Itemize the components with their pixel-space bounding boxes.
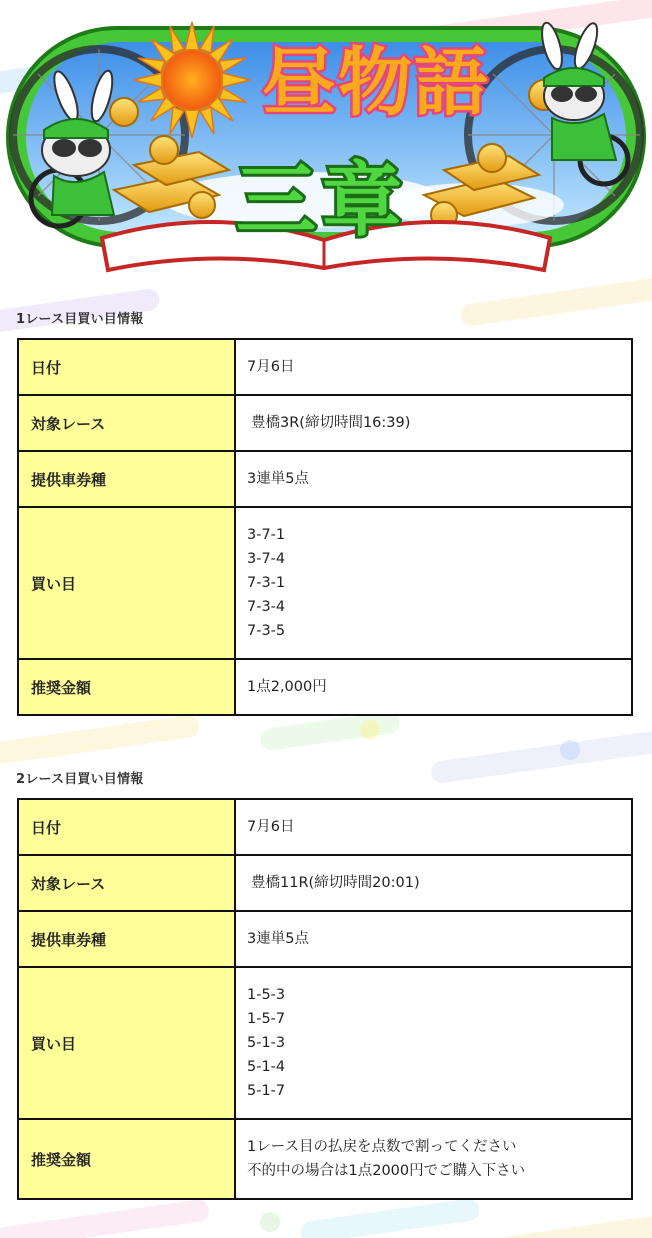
hero-banner	[4, 0, 648, 275]
table-row	[18, 507, 632, 659]
row-value	[235, 855, 632, 911]
table-row	[18, 911, 632, 967]
value-line: 3連単5点	[247, 471, 309, 487]
value-line: 不的中の場合は1点2000円でご購入下さい	[247, 1163, 526, 1179]
value-line: 5-1-3	[247, 1035, 286, 1051]
row-value	[235, 659, 632, 715]
section-1-title: 1レース目買い目情報	[16, 312, 144, 327]
value-line: 5-1-4	[247, 1059, 286, 1075]
table-row	[18, 395, 632, 451]
banner-title-sub: 三章	[236, 154, 408, 247]
row-key: 提供車券種	[18, 451, 235, 507]
row-key: 買い目	[18, 507, 235, 659]
row-key: 日付	[18, 339, 235, 395]
value-line: 1レース目の払戻を点数で割ってください	[247, 1139, 517, 1155]
row-key: 日付	[18, 799, 235, 855]
table-row	[18, 799, 632, 855]
value-line: 5-1-7	[247, 1083, 286, 1099]
row-key: 対象レース	[18, 855, 235, 911]
value-line: 1点2,000円	[247, 679, 327, 695]
section-2-title: 2レース目買い目情報	[16, 772, 144, 787]
value-line: 7-3-1	[247, 575, 286, 591]
race-1-table	[17, 338, 633, 716]
row-key: 提供車券種	[18, 911, 235, 967]
table-row	[18, 1119, 632, 1199]
row-value	[235, 339, 632, 395]
value-line: 豊橋3R(締切時間16:39)	[251, 415, 411, 431]
value-line: 3連単5点	[247, 931, 309, 947]
row-value	[235, 967, 632, 1119]
value-line: 1-5-7	[247, 1011, 286, 1027]
table-row	[18, 659, 632, 715]
value-line: 3-7-1	[247, 527, 286, 543]
value-line: 7月6日	[247, 819, 295, 835]
row-value	[235, 799, 632, 855]
value-line: 豊橋11R(締切時間20:01)	[251, 875, 420, 891]
row-key: 推奨金額	[18, 1119, 235, 1199]
value-line: 3-7-4	[247, 551, 286, 567]
table-row	[18, 339, 632, 395]
banner-title-main: 昼物語	[262, 40, 490, 126]
value-line: 1-5-3	[247, 987, 286, 1003]
row-value	[235, 911, 632, 967]
value-line: 7-3-5	[247, 623, 286, 639]
table-row	[18, 451, 632, 507]
row-value	[235, 451, 632, 507]
row-key: 買い目	[18, 967, 235, 1119]
row-key: 対象レース	[18, 395, 235, 451]
value-line: 7月6日	[247, 359, 295, 375]
row-key: 推奨金額	[18, 659, 235, 715]
table-row	[18, 967, 632, 1119]
row-value	[235, 507, 632, 659]
table-row	[18, 855, 632, 911]
value-line: 7-3-4	[247, 599, 286, 615]
row-value	[235, 1119, 632, 1199]
race-2-table	[17, 798, 633, 1200]
row-value	[235, 395, 632, 451]
